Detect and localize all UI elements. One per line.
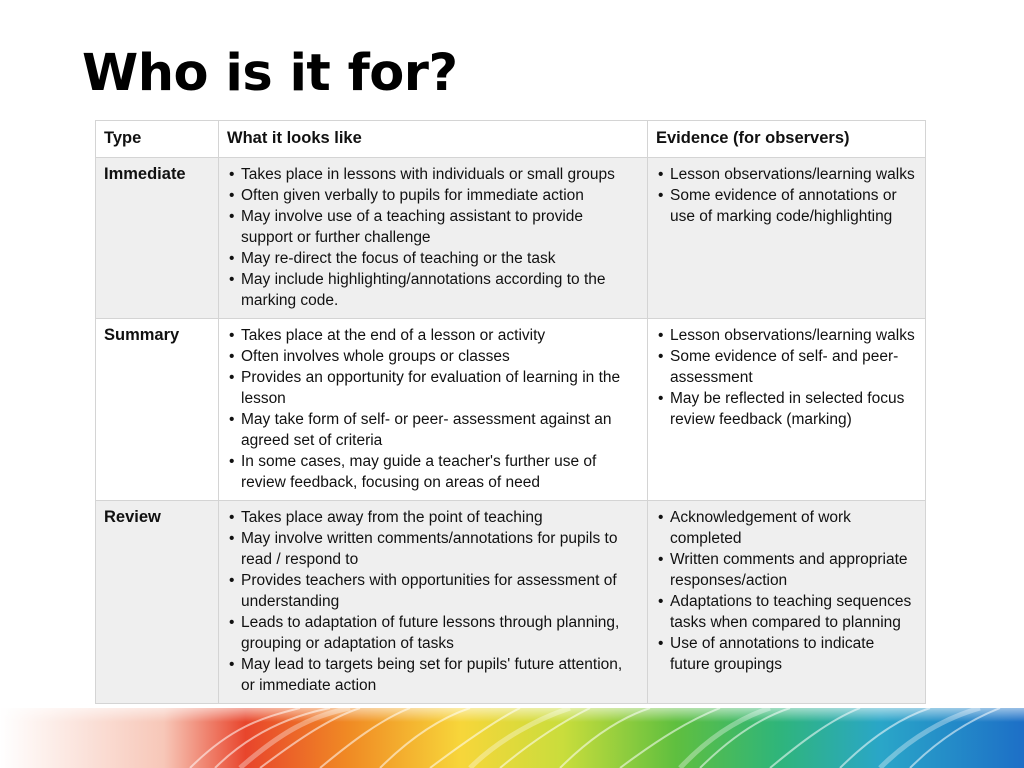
list-item: • May re-direct the focus of teaching or the task [227, 248, 639, 269]
looks-like-cell [219, 158, 648, 319]
list-item: • Often given verbally to pupils for immediate action [227, 185, 639, 206]
list-item: • Takes place in lessons with individuals or small groups [227, 164, 639, 185]
list-item: • May take form of self- or peer- assessment against an agreed set of criteria [227, 409, 639, 451]
header-looks-like: What it looks like [219, 121, 648, 158]
row-type: Summary [96, 319, 219, 501]
list-item: • In some cases, may guide a teacher's further use of review feedback, focusing on areas of need [227, 451, 639, 493]
table-header-row [96, 121, 926, 158]
looks-like-cell [219, 319, 648, 501]
row-type: Immediate [96, 158, 219, 319]
table-row [96, 501, 926, 704]
table-row [96, 158, 926, 319]
list-item: • Adaptations to teaching sequences tasks when compared to planning [656, 591, 917, 633]
feedback-table [95, 120, 926, 704]
list-item: • Often involves whole groups or classes [227, 346, 639, 367]
table-row [96, 319, 926, 501]
evidence-cell [648, 319, 926, 501]
evidence-cell [648, 501, 926, 704]
looks-like-cell [219, 501, 648, 704]
list-item: • Written comments and appropriate responses/action [656, 549, 917, 591]
list-item: • May involve written comments/annotations for pupils to read / respond to [227, 528, 639, 570]
row-type: Review [96, 501, 219, 704]
list-item: • Provides teachers with opportunities for assessment of understanding [227, 570, 639, 612]
list-item: • Leads to adaptation of future lessons through planning, grouping or adaptation of tasks [227, 612, 639, 654]
list-item: • May lead to targets being set for pupils' future attention, or immediate action [227, 654, 639, 696]
list-item: • May be reflected in selected focus review feedback (marking) [656, 388, 917, 430]
list-item: • May involve use of a teaching assistant to provide support or further challenge [227, 206, 639, 248]
list-item: • Provides an opportunity for evaluation of learning in the lesson [227, 367, 639, 409]
list-item: • Use of annotations to indicate future groupings [656, 633, 917, 675]
rainbow-banner [0, 708, 1024, 768]
header-evidence: Evidence (for observers) [648, 121, 926, 158]
list-item: • May include highlighting/annotations according to the marking code. [227, 269, 639, 311]
header-type: Type [96, 121, 219, 158]
list-item: • Lesson observations/learning walks [656, 164, 917, 185]
page-title: Who is it for? [82, 44, 458, 103]
list-item: • Takes place away from the point of teaching [227, 507, 639, 528]
list-item: • Some evidence of annotations or use of marking code/highlighting [656, 185, 917, 227]
list-item: • Acknowledgement of work completed [656, 507, 917, 549]
rainbow-ribbon-graphic [0, 708, 1024, 768]
evidence-cell [648, 158, 926, 319]
list-item: • Some evidence of self- and peer-assessment [656, 346, 917, 388]
list-item: • Lesson observations/learning walks [656, 325, 917, 346]
list-item: • Takes place at the end of a lesson or activity [227, 325, 639, 346]
